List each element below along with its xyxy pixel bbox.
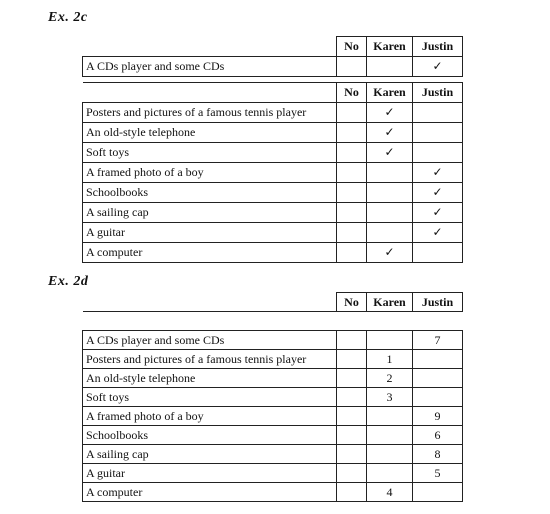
no-cell bbox=[337, 369, 367, 388]
table-row bbox=[83, 143, 463, 163]
header-no: No bbox=[337, 83, 367, 103]
no-cell bbox=[337, 103, 367, 123]
header-no: No bbox=[337, 293, 367, 312]
table-header-row bbox=[83, 37, 463, 57]
justin-cell: 6 bbox=[413, 426, 463, 445]
justin-cell bbox=[413, 388, 463, 407]
item-label: Soft toys bbox=[83, 388, 337, 407]
table-row bbox=[83, 483, 463, 502]
item-label: A computer bbox=[83, 243, 337, 263]
justin-cell: ✓ bbox=[413, 203, 463, 223]
karen-cell bbox=[367, 183, 413, 203]
no-cell bbox=[337, 331, 367, 350]
justin-cell: 8 bbox=[413, 445, 463, 464]
karen-cell bbox=[367, 223, 413, 243]
no-cell bbox=[337, 407, 367, 426]
no-cell bbox=[337, 123, 367, 143]
justin-cell bbox=[413, 103, 463, 123]
table-row bbox=[83, 163, 463, 183]
table-row bbox=[83, 350, 463, 369]
karen-cell: 1 bbox=[367, 350, 413, 369]
justin-cell bbox=[413, 369, 463, 388]
item-label: A guitar bbox=[83, 464, 337, 483]
table-row bbox=[83, 57, 463, 77]
table-header-row bbox=[83, 293, 463, 312]
table-row bbox=[83, 331, 463, 350]
table-row bbox=[83, 464, 463, 483]
empty-header-cell bbox=[83, 293, 337, 312]
justin-cell bbox=[413, 483, 463, 502]
exercise-2d-title: Ex. 2d bbox=[48, 274, 89, 289]
no-cell bbox=[337, 388, 367, 407]
no-cell bbox=[337, 445, 367, 464]
item-label: Posters and pictures of a famous tennis player bbox=[83, 103, 337, 123]
no-cell bbox=[337, 203, 367, 223]
item-label: Posters and pictures of a famous tennis player bbox=[83, 350, 337, 369]
item-label: An old-style telephone bbox=[83, 369, 337, 388]
karen-cell: ✓ bbox=[367, 103, 413, 123]
no-cell bbox=[337, 143, 367, 163]
karen-cell bbox=[367, 464, 413, 483]
karen-cell: 3 bbox=[367, 388, 413, 407]
table-row bbox=[83, 426, 463, 445]
karen-cell bbox=[367, 203, 413, 223]
item-label: A framed photo of a boy bbox=[83, 163, 337, 183]
karen-cell: 2 bbox=[367, 369, 413, 388]
item-label: A sailing cap bbox=[83, 445, 337, 464]
no-cell bbox=[337, 57, 367, 77]
justin-cell bbox=[413, 350, 463, 369]
justin-cell bbox=[413, 143, 463, 163]
no-cell bbox=[337, 163, 367, 183]
table-row bbox=[83, 243, 463, 263]
no-cell bbox=[337, 183, 367, 203]
karen-cell bbox=[367, 445, 413, 464]
header-justin: Justin bbox=[413, 83, 463, 103]
justin-cell: ✓ bbox=[413, 183, 463, 203]
empty-header-cell bbox=[83, 83, 337, 103]
item-label: A sailing cap bbox=[83, 203, 337, 223]
table-row bbox=[83, 369, 463, 388]
header-karen: Karen bbox=[367, 37, 413, 57]
exercise-2d-table bbox=[82, 292, 463, 502]
karen-cell bbox=[367, 163, 413, 183]
justin-cell: ✓ bbox=[413, 57, 463, 77]
table-row bbox=[83, 388, 463, 407]
header-karen: Karen bbox=[367, 293, 413, 312]
table-row bbox=[83, 445, 463, 464]
table-header-row bbox=[83, 83, 463, 103]
no-cell bbox=[337, 350, 367, 369]
empty-header-cell bbox=[83, 37, 337, 57]
justin-cell: 9 bbox=[413, 407, 463, 426]
justin-cell: ✓ bbox=[413, 163, 463, 183]
item-label: A framed photo of a boy bbox=[83, 407, 337, 426]
table-row bbox=[83, 123, 463, 143]
header-karen: Karen bbox=[367, 83, 413, 103]
item-label: An old-style telephone bbox=[83, 123, 337, 143]
justin-cell: 5 bbox=[413, 464, 463, 483]
table-row bbox=[83, 407, 463, 426]
item-label: A guitar bbox=[83, 223, 337, 243]
no-cell bbox=[337, 243, 367, 263]
header-justin: Justin bbox=[413, 37, 463, 57]
table-row bbox=[83, 183, 463, 203]
karen-cell: ✓ bbox=[367, 243, 413, 263]
karen-cell: ✓ bbox=[367, 123, 413, 143]
no-cell bbox=[337, 223, 367, 243]
karen-cell: ✓ bbox=[367, 143, 413, 163]
item-label: Schoolbooks bbox=[83, 426, 337, 445]
no-cell bbox=[337, 464, 367, 483]
item-label: A CDs player and some CDs bbox=[83, 331, 337, 350]
exercise-2c-title: Ex. 2c bbox=[48, 10, 88, 25]
item-label: A computer bbox=[83, 483, 337, 502]
header-no: No bbox=[337, 37, 367, 57]
karen-cell bbox=[367, 57, 413, 77]
table-gap bbox=[83, 312, 463, 331]
no-cell bbox=[337, 426, 367, 445]
no-cell bbox=[337, 483, 367, 502]
justin-cell: ✓ bbox=[413, 223, 463, 243]
justin-cell bbox=[413, 243, 463, 263]
karen-cell bbox=[367, 331, 413, 350]
karen-cell bbox=[367, 407, 413, 426]
item-label: Schoolbooks bbox=[83, 183, 337, 203]
karen-cell: 4 bbox=[367, 483, 413, 502]
table-row bbox=[83, 203, 463, 223]
table-row bbox=[83, 103, 463, 123]
table-row bbox=[83, 223, 463, 243]
header-justin: Justin bbox=[413, 293, 463, 312]
item-label: Soft toys bbox=[83, 143, 337, 163]
justin-cell: 7 bbox=[413, 331, 463, 350]
karen-cell bbox=[367, 426, 413, 445]
justin-cell bbox=[413, 123, 463, 143]
item-label: A CDs player and some CDs bbox=[83, 57, 337, 77]
exercise-2c-table bbox=[82, 36, 463, 263]
